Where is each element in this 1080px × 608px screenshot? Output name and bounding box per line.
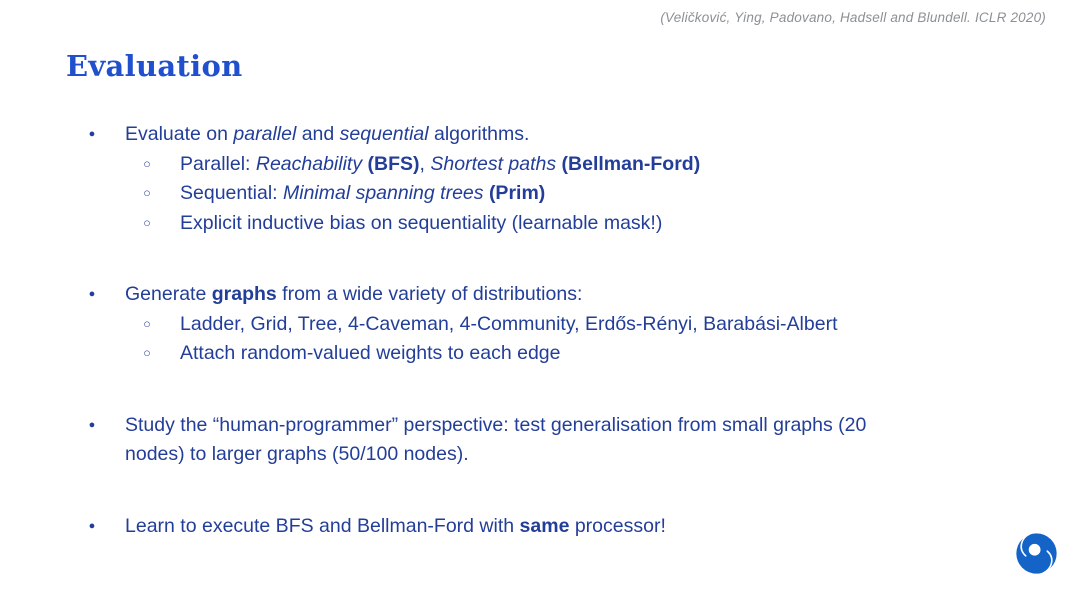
- text-segment: processor!: [569, 514, 666, 537]
- bullet-item: [0, 120, 1080, 150]
- text-segment: Explicit inductive bias on sequentiality (learnable mask!): [180, 211, 663, 234]
- bullet-block: [0, 120, 1080, 238]
- citation-text: (Veličković, Ying, Padovano, Hadsell and Blundell. ICLR 2020): [660, 10, 1046, 25]
- disc-bullet-icon: ●: [88, 128, 96, 140]
- disc-bullet-icon: ●: [88, 519, 96, 532]
- text-segment: nodes) to larger graphs (50/100 nodes).: [125, 443, 469, 465]
- text-segment: algorithms.: [428, 123, 530, 145]
- disc-bullet-icon: ●: [88, 418, 96, 431]
- bullet-item: [0, 280, 1080, 310]
- text-segment: same: [519, 514, 570, 537]
- text-segment: (Prim): [488, 182, 546, 204]
- text-segment: ,: [419, 152, 431, 175]
- sub-bullet-item: [0, 150, 1080, 180]
- text-segment: Parallel:: [180, 152, 256, 175]
- text-segment: graphs: [211, 283, 277, 305]
- circle-bullet-icon: ○: [143, 156, 151, 171]
- bullet-block: [0, 512, 1080, 542]
- text-segment: and: [296, 123, 340, 145]
- bullet-item: [0, 411, 1080, 470]
- bullet-block: [0, 280, 1080, 369]
- text-segment: Attach random-valued weights to each edge: [180, 342, 561, 364]
- text-segment: (BFS): [367, 152, 420, 175]
- text-segment: sequential: [339, 123, 429, 145]
- text-segment: parallel: [233, 123, 297, 145]
- text-segment: from a wide variety of distributions:: [276, 283, 583, 305]
- bullet-block: [0, 411, 1080, 470]
- text-segment: (Bellman-Ford): [561, 152, 701, 175]
- circle-bullet-icon: ○: [143, 215, 151, 230]
- text-segment: Sequential:: [180, 182, 283, 204]
- sub-bullet-item: [0, 339, 1080, 369]
- page-title: Evaluation: [66, 49, 243, 84]
- deepmind-swirl-logo-icon: [1014, 531, 1059, 576]
- text-segment: Minimal spanning trees: [283, 182, 484, 204]
- circle-bullet-icon: ○: [143, 346, 151, 360]
- text-segment: Learn to execute BFS and Bellman-Ford with: [125, 514, 520, 537]
- text-segment: Shortest paths: [430, 152, 557, 175]
- text-segment: Generate: [125, 283, 212, 305]
- bullet-item: [0, 512, 1080, 542]
- circle-bullet-icon: ○: [143, 316, 151, 331]
- bullet-list: [0, 120, 1080, 541]
- sub-bullet-item: [0, 179, 1080, 209]
- text-segment: Reachability: [255, 152, 363, 175]
- circle-bullet-icon: ○: [143, 186, 151, 200]
- sub-bullet-item: [0, 310, 1080, 340]
- text-segment: Ladder, Grid, Tree, 4-Caveman, 4-Community, Erdős-Rényi, Barabási-Albert: [180, 312, 838, 335]
- text-segment: Evaluate on: [125, 123, 234, 145]
- sub-bullet-item: [0, 209, 1080, 239]
- disc-bullet-icon: ●: [88, 288, 96, 300]
- text-segment: Study the “human-programmer” perspective: test generalisation from small graphs (20: [125, 413, 867, 436]
